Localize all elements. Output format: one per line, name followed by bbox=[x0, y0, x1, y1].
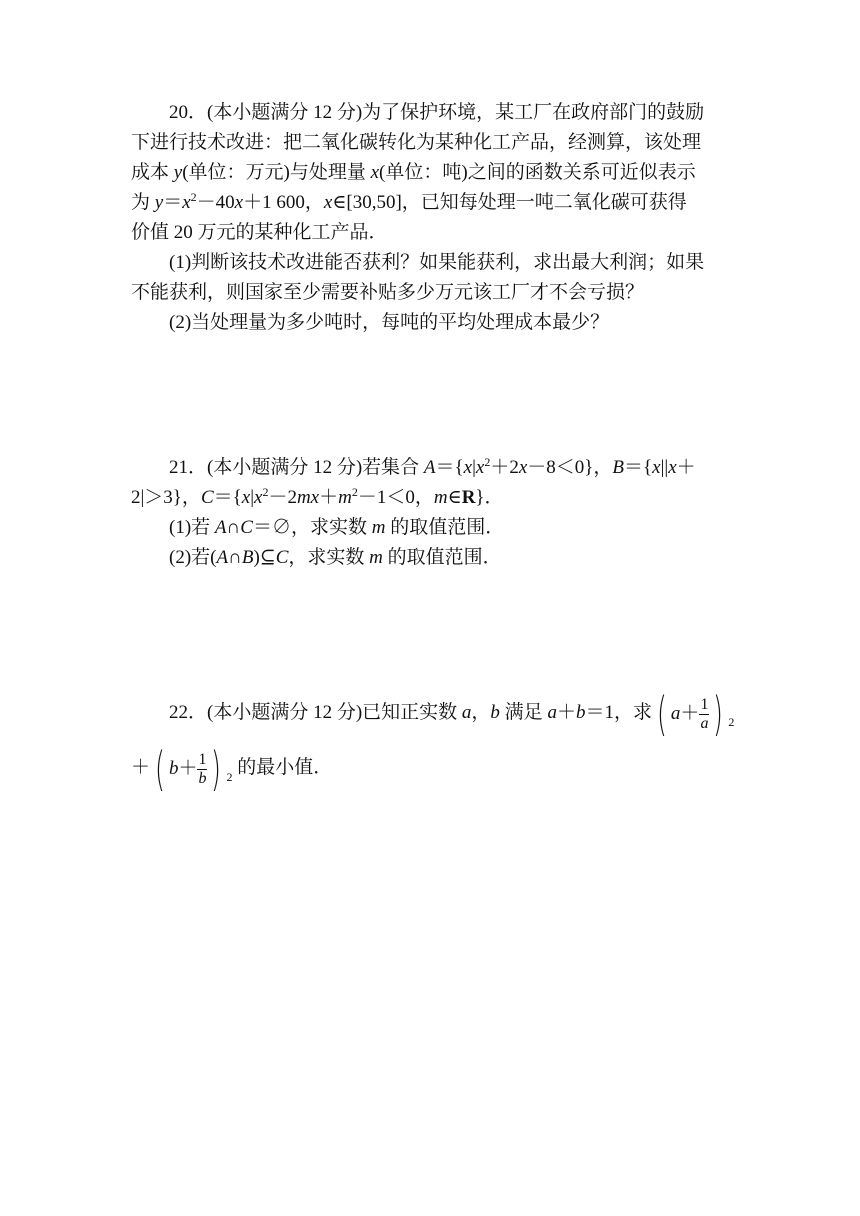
problem-22 bbox=[131, 687, 735, 800]
problem-20-question-2: (2)当处理量为多少吨时，每吨的平均处理成本最少？ bbox=[169, 312, 610, 333]
fraction-1-over-a: $\frac{1}{a}$ bbox=[700, 695, 709, 732]
problem-20-line-3: 成本 y(单位：万元)与处理量 x(单位：吨)之间的函数关系可近似表示 bbox=[131, 162, 696, 183]
problem-21-question-1: (1)若 A∩C＝∅，求实数 m 的取值范围． bbox=[169, 517, 505, 538]
problem-21-question-2: (2)若(A∩B)⊆C，求实数 m 的取值范围． bbox=[169, 547, 502, 568]
fraction-1-over-b: $\frac{1}{b}$ bbox=[198, 750, 207, 787]
problem-20 bbox=[131, 98, 733, 338]
problem-20-line-4: 为 $y=x^2-40x+1$ 600，x∈[30,50]，已知每处理一吨二氧化碳可获得 bbox=[131, 190, 687, 213]
expression-b-plus-inverse-b: ( b＋ $\frac{1}{b}$ ) bbox=[155, 742, 222, 797]
problem-20-line-2: 下进行技术改进：把二氧化碳转化为某种化工产品，经测算，该处理 bbox=[131, 132, 702, 153]
problem-20-line-7: 不能获利，则国家至少需要补贴多少万元该工厂才不会亏损？ bbox=[131, 282, 645, 303]
problem-22-line-2: ＋ ( b＋ $\frac{1}{b}$ ) $_2$ 的最小值． bbox=[131, 742, 333, 797]
problem-21-line-1: 21．(本小题满分 12 分)若集合 $A=\{x|x^2+2x-8<0\}$，B＝{x||x＋ bbox=[169, 455, 696, 478]
problem-20-line-1: 20．(本小题满分 12 分)为了保护环境，某工厂在政府部门的鼓励 bbox=[169, 102, 705, 123]
problem-21-line-2: 2|＞3}，$C=\{x|x^2-2mx+m^2-1<0$，m∈R}． bbox=[131, 485, 504, 508]
problem-22-line-1: 22．(本小题满分 12 分)已知正实数 a，b 满足 a＋b＝1，求 ( a＋ $\frac{1}{a}$ ) $_2$ bbox=[169, 687, 735, 742]
problem-20-line-5: 价值 20 万元的某种化工产品． bbox=[131, 222, 388, 243]
problem-20-question-1: (1)判断该技术改进能否获利？如果能获利，求出最大利润；如果 bbox=[169, 252, 705, 273]
problem-21 bbox=[131, 453, 733, 573]
expression-a-plus-inverse-a: ( a＋ $\frac{1}{a}$ ) bbox=[657, 687, 724, 742]
